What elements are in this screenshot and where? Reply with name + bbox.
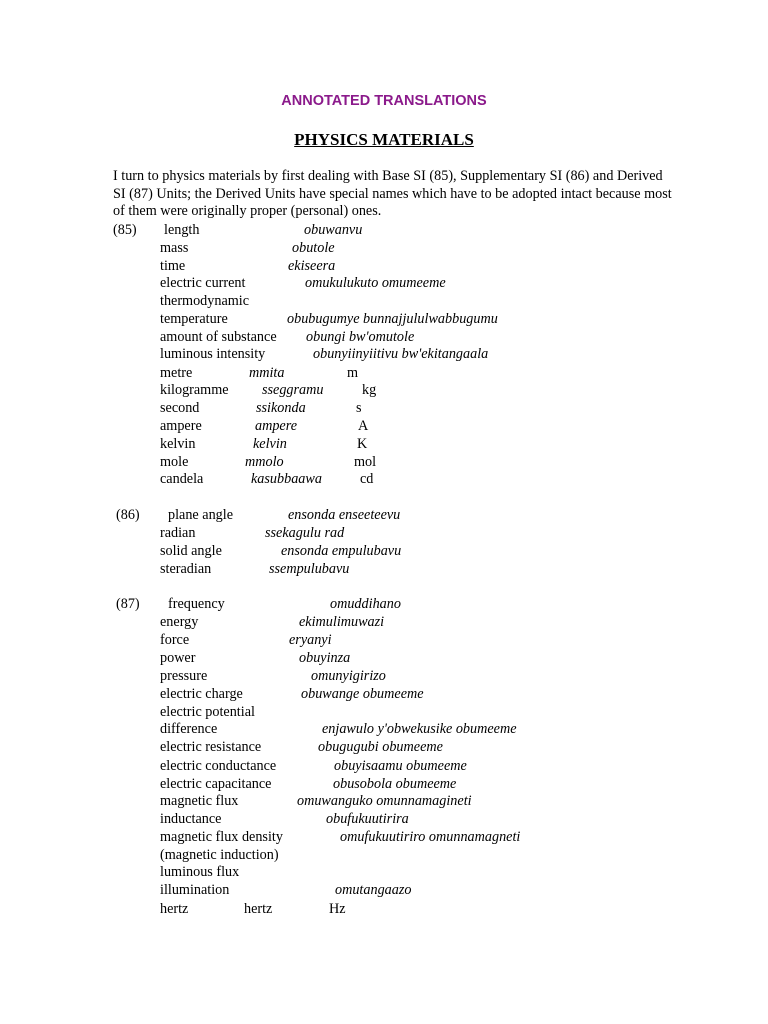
term-lg: omutangaazo: [335, 882, 412, 898]
unit-lg: kelvin: [253, 436, 287, 452]
unit-en: hertz: [160, 901, 189, 917]
term-en: force: [160, 632, 190, 648]
term-en: pressure: [160, 668, 208, 684]
term-lg: obuyinza: [299, 650, 351, 666]
term-en: luminous flux: [160, 864, 240, 880]
term-en: mass: [160, 240, 189, 256]
unit-en: second: [160, 400, 200, 416]
document-title: PHYSICS MATERIALS: [294, 130, 474, 149]
term-en: power: [160, 650, 196, 666]
term-lg: ssempulubavu: [269, 561, 350, 577]
term-lg: eryanyi: [289, 632, 332, 648]
unit-lg: kasubbaawa: [251, 471, 322, 487]
term-en: solid angle: [160, 543, 222, 559]
term-en: electric charge: [160, 686, 243, 702]
term-en: electric resistance: [160, 739, 262, 755]
term-en: luminous intensity: [160, 346, 266, 362]
term-en: inductance: [160, 811, 222, 827]
unit-en: kilogramme: [160, 382, 229, 398]
term-lg: obusobola obumeeme: [333, 776, 457, 792]
term-lg: omuwanguko omunnamagineti: [297, 793, 472, 809]
unit-symbol: s: [356, 400, 362, 416]
term-lg: enjawulo y'obwekusike obumeeme: [322, 721, 517, 737]
unit-lg: mmita: [249, 365, 285, 381]
term-en: radian: [160, 525, 196, 541]
term-lg: ekiseera: [288, 258, 336, 274]
term-lg: obuwanvu: [304, 222, 363, 238]
term-lg: obugugubi obumeeme: [318, 739, 443, 755]
unit-symbol: mol: [354, 454, 377, 470]
term-en: length: [164, 222, 200, 238]
unit-symbol: K: [357, 436, 368, 452]
unit-symbol: Hz: [329, 901, 346, 917]
term-en: electric potential: [160, 704, 255, 720]
intro-paragraph: I turn to physics materials by first dealing with Base SI (85), Supplementary SI (86) and Derived SI (87) Units; the Derived Units have special names which have to be adopted intact because most of them were originally proper (personal) ones.: [113, 168, 672, 219]
term-en: (magnetic induction): [160, 847, 279, 863]
term-lg: obubugumye bunnajjululwabbugumu: [287, 311, 498, 327]
term-lg: obungi bw'omutole: [306, 329, 415, 345]
term-en: illumination: [160, 882, 230, 898]
term-lg: obutole: [292, 240, 335, 256]
term-lg: obuwange obumeeme: [301, 686, 424, 702]
term-lg: ensonda enseeteevu: [288, 507, 401, 523]
term-en: electric capacitance: [160, 776, 272, 792]
term-lg: ensonda empulubavu: [281, 543, 402, 559]
unit-en: metre: [160, 365, 193, 381]
term-en: frequency: [168, 596, 225, 612]
unit-lg: ampere: [255, 418, 298, 434]
unit-en: ampere: [160, 418, 202, 434]
section-85-number: (85): [113, 222, 137, 238]
term-lg: omukulukuto omumeeme: [305, 275, 446, 291]
term-lg: omuddihano: [330, 596, 401, 612]
term-lg: omunyigirizo: [311, 668, 386, 684]
term-lg: obuyisaamu obumeeme: [334, 758, 467, 774]
term-en: temperature: [160, 311, 228, 327]
section-87-number: (87): [116, 596, 140, 612]
unit-en: candela: [160, 471, 204, 487]
term-lg: ssekagulu rad: [265, 525, 345, 541]
term-en: time: [160, 258, 186, 274]
term-en: magnetic flux: [160, 793, 239, 809]
term-en: electric current: [160, 275, 246, 291]
unit-symbol: cd: [360, 471, 374, 487]
unit-en: kelvin: [160, 436, 196, 452]
term-en: difference: [160, 721, 218, 737]
term-en: thermodynamic: [160, 293, 250, 309]
term-lg: obufukuutirira: [326, 811, 409, 827]
term-en: plane angle: [168, 507, 233, 523]
term-en: electric conductance: [160, 758, 277, 774]
term-en: amount of substance: [160, 329, 277, 345]
term-en: steradian: [160, 561, 212, 577]
unit-lg: sseggramu: [262, 382, 324, 398]
unit-lg: mmolo: [245, 454, 284, 470]
term-en: magnetic flux density: [160, 829, 283, 845]
unit-en: mole: [160, 454, 189, 470]
term-en: energy: [160, 614, 199, 630]
unit-lg: hertz: [244, 901, 273, 917]
unit-symbol: m: [347, 365, 359, 381]
unit-symbol: A: [358, 418, 369, 434]
term-lg: ekimulimuwazi: [299, 614, 385, 630]
term-lg: obunyiinyiitivu bw'ekitangaala: [313, 346, 489, 362]
document-heading: ANNOTATED TRANSLATIONS: [281, 93, 487, 109]
unit-symbol: kg: [362, 382, 377, 398]
unit-lg: ssikonda: [256, 400, 306, 416]
section-86-number: (86): [116, 507, 140, 523]
term-lg: omufukuutiriro omunnamagneti: [340, 829, 521, 845]
